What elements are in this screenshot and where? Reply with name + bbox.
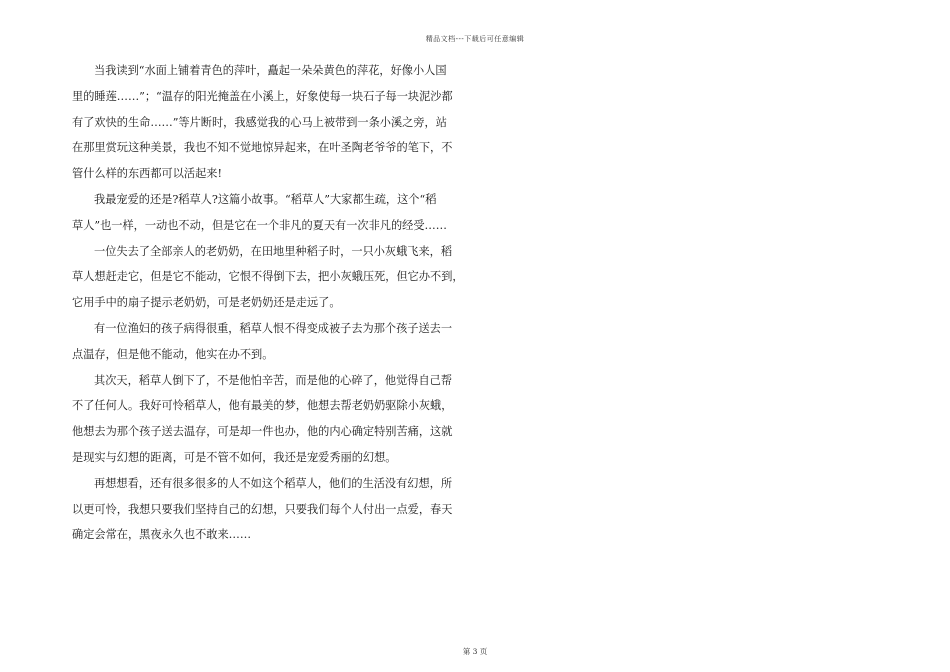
text-line: 管什么样的东西都可以活起来! [72,167,222,181]
paragraph-4 [72,316,462,368]
text-line: 草人”也一样，一动也不动，但是它在一个非凡的夏天有一次非凡的经受…… [72,218,447,232]
text-line: 我最宠爱的还是?稻草人?这篇小故事。“稻草人”大家都生疏，这个“稻 [94,192,437,206]
text-line: 草人想赶走它，但是它不能动，它恨不得倒下去，把小灰蛾压死，但它办不到， [72,270,464,284]
text-line: 是现实与幻想的距离，可是不管不如何，我还是宠爱秀丽的幻想。 [72,450,397,464]
text-line: 点温存，但是他不能动，他实在办不到。 [72,347,274,361]
paragraph-3 [72,239,464,316]
document-body [72,58,464,548]
text-line: 在那里赏玩这种美景，我也不知不觉地惊异起来，在叶圣陶老爷爷的笔下，不 [72,141,453,155]
text-line: 确定会常在，黑夜永久也不敢来…… [72,528,252,542]
text-line: 不了任何人。我好可怜稻草人，他有最美的梦，他想去帮老奶奶驱除小灰蛾， [72,399,453,413]
paragraph-5 [72,368,462,471]
page-number: 第 3 页 [462,647,488,656]
text-line: 里的睡莲……”；“温存的阳光掩盖在小溪上，好象使每一块石子每一块泥沙都 [72,89,453,103]
text-line: 有了欢快的生命……”等片断时，我感觉我的心马上被带到一条小溪之旁，站 [72,115,447,129]
text-line: 他想去为那个孩子送去温存，可是却一件也办，他的内心确定特别苦痛，这就 [72,425,453,439]
paragraph-6 [72,471,462,548]
page-header: 精品文档---下载后可任意编辑 [425,35,525,43]
paragraph-2 [72,187,462,239]
text-line: 以更可怜，我想只要我们坚持自己的幻想，只要我们每个人付出一点爱，春天 [72,502,453,516]
text-line: 有一位渔妇的孩子病得很重，稻草人恨不得变成被子去为那个孩子送去一 [94,321,453,335]
text-line: 再想想看，还有很多很多的人不如这个稻草人，他们的生活没有幻想，所 [94,476,453,490]
paragraph-1 [72,58,462,187]
text-line: 它用手中的扇子提示老奶奶，可是老奶奶还是走远了。 [72,296,341,310]
text-line: 当我读到“水面上铺着青色的萍叶，矗起一朵朵黄色的萍花，好像小人国 [94,64,447,77]
text-line: 一位失去了全部亲人的老奶奶，在田地里种稻子时，一只小灰蛾飞来，稻 [94,244,453,258]
text-line: 其次天，稻草人倒下了，不是他怕辛苦，而是他的心碎了，他觉得自己帮 [94,373,453,387]
